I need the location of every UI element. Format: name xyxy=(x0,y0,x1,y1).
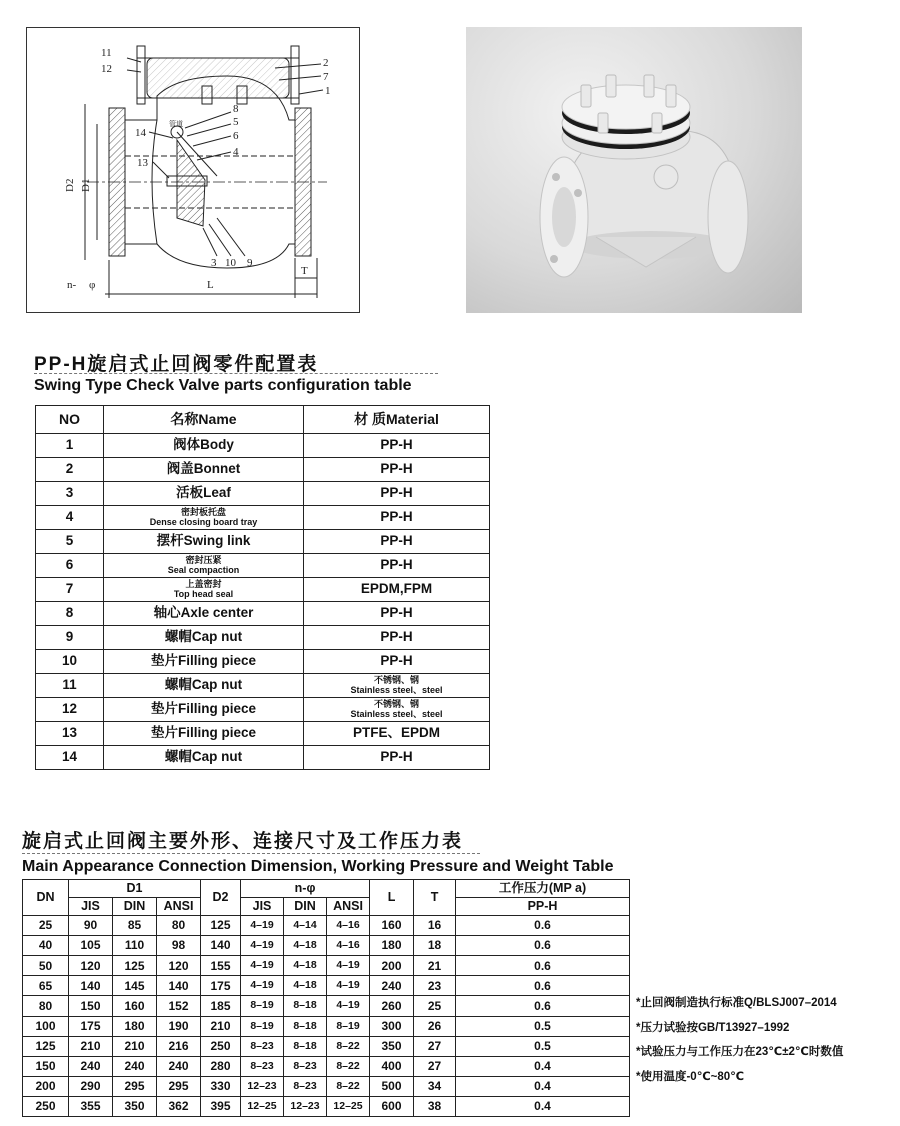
table-row xyxy=(36,698,490,722)
label-l: L xyxy=(207,279,214,291)
cell-d1-din: 295 xyxy=(113,1076,157,1096)
cell-d1-ansi: 98 xyxy=(157,936,201,956)
cell-l: 160 xyxy=(370,916,414,936)
drawing-stamp: 管道 xyxy=(169,120,183,128)
cell-l: 400 xyxy=(370,1056,414,1076)
cell-nphi-din: 4–18 xyxy=(284,976,327,996)
cell-nphi-din: 4–18 xyxy=(284,956,327,976)
table-row xyxy=(36,650,490,674)
row-no: 10 xyxy=(36,650,104,674)
header-dn: DN xyxy=(23,880,69,916)
header-t: T xyxy=(414,880,456,916)
row-no: 7 xyxy=(36,578,104,602)
cell-t: 25 xyxy=(414,996,456,1016)
parts-table-title-cn: PP-H旋启式止回阀零件配置表 xyxy=(34,354,319,375)
callout-14: 14 xyxy=(135,127,146,139)
row-name xyxy=(104,554,304,578)
cell-d1-din: 210 xyxy=(113,1036,157,1056)
cell-nphi-jis: 4–19 xyxy=(241,916,284,936)
cell-l: 240 xyxy=(370,976,414,996)
table-row xyxy=(23,1036,630,1056)
cell-t: 23 xyxy=(414,976,456,996)
cell-d1-din: 350 xyxy=(113,1096,157,1116)
table-row xyxy=(36,722,490,746)
header-d1-jis: JIS xyxy=(69,898,113,916)
row-material xyxy=(304,674,490,698)
cell-d2: 280 xyxy=(201,1056,241,1076)
row-name: 摆杆Swing link xyxy=(104,530,304,554)
cell-nphi-ansi: 8–22 xyxy=(327,1036,370,1056)
cell-nphi-ansi: 4–19 xyxy=(327,996,370,1016)
cell-l: 180 xyxy=(370,936,414,956)
row-name-cn: 密封板托盘 xyxy=(180,507,226,518)
cell-dn: 25 xyxy=(23,916,69,936)
cell-nphi-din: 8–23 xyxy=(284,1076,327,1096)
cell-d1-din: 145 xyxy=(113,976,157,996)
row-material: PP-H xyxy=(304,482,490,506)
table-row xyxy=(36,674,490,698)
cell-d1-din: 160 xyxy=(113,996,157,1016)
technical-drawing xyxy=(26,27,360,313)
cell-d1-din: 125 xyxy=(113,956,157,976)
table-row xyxy=(36,578,490,602)
dims-table-title-cn: 旋启式止回阀主要外形、连接尺寸及工作压力表 xyxy=(22,831,464,852)
cell-d2: 395 xyxy=(201,1096,241,1116)
cell-pph: 0.4 xyxy=(456,1076,630,1096)
table-row xyxy=(23,976,630,996)
row-no: 12 xyxy=(36,698,104,722)
cell-d1-jis: 90 xyxy=(69,916,113,936)
dims-header-row-2 xyxy=(23,898,630,916)
table-row xyxy=(36,506,490,530)
row-material: PP-H xyxy=(304,530,490,554)
cell-t: 26 xyxy=(414,1016,456,1036)
row-material: PTFE、EPDM xyxy=(304,722,490,746)
header-material: 材 质Material xyxy=(304,406,490,434)
cell-dn: 80 xyxy=(23,996,69,1016)
cell-t: 16 xyxy=(414,916,456,936)
cell-pph: 0.5 xyxy=(456,1016,630,1036)
row-no: 5 xyxy=(36,530,104,554)
table-row xyxy=(23,936,630,956)
cell-l: 500 xyxy=(370,1076,414,1096)
cell-d1-ansi: 120 xyxy=(157,956,201,976)
cell-d1-ansi: 140 xyxy=(157,976,201,996)
parts-table-title-en: Swing Type Check Valve parts configuration table xyxy=(34,377,412,394)
table-row xyxy=(23,1096,630,1116)
row-material: PP-H xyxy=(304,458,490,482)
cell-t: 27 xyxy=(414,1036,456,1056)
cell-d1-jis: 175 xyxy=(69,1016,113,1036)
valve-illustration xyxy=(540,75,748,277)
cell-d2: 125 xyxy=(201,916,241,936)
label-d1: D1 xyxy=(80,178,92,192)
callout-8: 8 xyxy=(233,103,239,115)
note-standard: *止回阀制造执行标准Q/BLSJ007–2014 xyxy=(636,997,837,1009)
cell-nphi-ansi: 4–16 xyxy=(327,936,370,956)
cell-d2: 140 xyxy=(201,936,241,956)
callout-5: 5 xyxy=(233,116,239,128)
cell-dn: 40 xyxy=(23,936,69,956)
cell-nphi-jis: 12–23 xyxy=(241,1076,284,1096)
table-row xyxy=(23,1016,630,1036)
cell-pph: 0.4 xyxy=(456,1056,630,1076)
row-no: 9 xyxy=(36,626,104,650)
cell-d1-ansi: 80 xyxy=(157,916,201,936)
row-name: 阀体Body xyxy=(104,434,304,458)
cell-t: 27 xyxy=(414,1056,456,1076)
callout-6: 6 xyxy=(233,130,239,142)
cell-d2: 155 xyxy=(201,956,241,976)
cell-nphi-jis: 8–19 xyxy=(241,996,284,1016)
row-name-cn: 上盖密封 xyxy=(185,579,222,590)
cell-nphi-jis: 4–19 xyxy=(241,976,284,996)
cell-d1-jis: 240 xyxy=(69,1056,113,1076)
cell-d2: 330 xyxy=(201,1076,241,1096)
cell-nphi-ansi: 8–22 xyxy=(327,1076,370,1096)
cell-l: 300 xyxy=(370,1016,414,1036)
cell-d2: 175 xyxy=(201,976,241,996)
cell-dn: 200 xyxy=(23,1076,69,1096)
cell-d1-din: 180 xyxy=(113,1016,157,1036)
cell-nphi-din: 8–18 xyxy=(284,996,327,1016)
cell-nphi-din: 12–23 xyxy=(284,1096,327,1116)
cell-d1-ansi: 362 xyxy=(157,1096,201,1116)
row-material: PP-H xyxy=(304,626,490,650)
row-name-en: Top head seal xyxy=(173,588,234,599)
cell-d1-jis: 105 xyxy=(69,936,113,956)
callout-10: 10 xyxy=(225,257,236,269)
table-row xyxy=(23,916,630,936)
cell-nphi-ansi: 12–25 xyxy=(327,1096,370,1116)
notes xyxy=(636,994,896,1092)
header-d1: D1 xyxy=(69,880,201,898)
row-no: 14 xyxy=(36,746,104,770)
cell-d1-ansi: 295 xyxy=(157,1076,201,1096)
cell-nphi-din: 8–18 xyxy=(284,1016,327,1036)
header-no: NO xyxy=(36,406,104,434)
cell-l: 600 xyxy=(370,1096,414,1116)
row-name-en: Seal compaction xyxy=(167,564,240,575)
cell-nphi-din: 4–14 xyxy=(284,916,327,936)
row-name xyxy=(104,506,304,530)
cell-t: 18 xyxy=(414,936,456,956)
header-nphi-din: DIN xyxy=(284,898,327,916)
cell-nphi-ansi: 4–16 xyxy=(327,916,370,936)
header-d1-din: DIN xyxy=(113,898,157,916)
row-no: 2 xyxy=(36,458,104,482)
cell-dn: 65 xyxy=(23,976,69,996)
row-name xyxy=(104,578,304,602)
cell-nphi-ansi: 4–19 xyxy=(327,956,370,976)
table-row xyxy=(36,482,490,506)
cell-t: 38 xyxy=(414,1096,456,1116)
cell-pph: 0.6 xyxy=(456,976,630,996)
row-name-cn: 密封压紧 xyxy=(185,555,222,566)
header-pressure: 工作压力(MP a) xyxy=(456,880,630,898)
cell-l: 350 xyxy=(370,1036,414,1056)
dims-table-title-en: Main Appearance Connection Dimension, Working Pressure and Weight Table xyxy=(22,858,614,875)
callout-13: 13 xyxy=(137,157,148,169)
cell-d1-jis: 140 xyxy=(69,976,113,996)
cell-pph: 0.6 xyxy=(456,956,630,976)
cell-nphi-din: 4–18 xyxy=(284,936,327,956)
parts-table-header xyxy=(36,406,490,434)
row-no: 3 xyxy=(36,482,104,506)
row-name: 垫片Filling piece xyxy=(104,722,304,746)
dims-table xyxy=(22,879,630,1117)
callout-2: 2 xyxy=(323,57,329,69)
cell-dn: 150 xyxy=(23,1056,69,1076)
cell-nphi-jis: 12–25 xyxy=(241,1096,284,1116)
row-name: 轴心Axle center xyxy=(104,602,304,626)
dims-table-divider xyxy=(22,853,480,854)
note-pressure-test: *压力试验按GB/T13927–1992 xyxy=(636,1021,790,1034)
cell-d1-jis: 290 xyxy=(69,1076,113,1096)
dims-header-row-1 xyxy=(23,880,630,898)
cell-d1-jis: 210 xyxy=(69,1036,113,1056)
note-test-condition: *试验压力与工作压力在23℃±2℃时数值 xyxy=(636,1046,844,1058)
row-material: PP-H xyxy=(304,602,490,626)
cell-pph: 0.6 xyxy=(456,996,630,1016)
row-name: 螺帽Cap nut xyxy=(104,746,304,770)
note-temperature: *使用温度-0℃~80℃ xyxy=(636,1070,745,1083)
cell-nphi-jis: 8–23 xyxy=(241,1056,284,1076)
row-name-en: Dense closing board tray xyxy=(149,516,258,527)
row-no: 8 xyxy=(36,602,104,626)
table-row xyxy=(36,554,490,578)
callout-7: 7 xyxy=(323,71,329,83)
row-name: 活板Leaf xyxy=(104,482,304,506)
table-row xyxy=(36,434,490,458)
header-d2: D2 xyxy=(201,880,241,916)
cell-d1-ansi: 152 xyxy=(157,996,201,1016)
row-no: 13 xyxy=(36,722,104,746)
row-no: 4 xyxy=(36,506,104,530)
row-material: PP-H xyxy=(304,746,490,770)
callout-11: 11 xyxy=(101,47,112,59)
cell-t: 21 xyxy=(414,956,456,976)
table-row xyxy=(36,602,490,626)
table-row xyxy=(36,626,490,650)
callout-12: 12 xyxy=(101,63,112,75)
cell-nphi-jis: 8–19 xyxy=(241,1016,284,1036)
header-name: 名称Name xyxy=(104,406,304,434)
parts-table-divider xyxy=(34,373,438,374)
cell-pph: 0.4 xyxy=(456,1096,630,1116)
cell-dn: 125 xyxy=(23,1036,69,1056)
cell-pph: 0.6 xyxy=(456,916,630,936)
row-material-en: Stainless steel、steel xyxy=(350,708,443,719)
cell-nphi-din: 8–18 xyxy=(284,1036,327,1056)
cell-d1-din: 110 xyxy=(113,936,157,956)
cell-d1-din: 240 xyxy=(113,1056,157,1076)
cell-d2: 250 xyxy=(201,1036,241,1056)
cell-d1-jis: 355 xyxy=(69,1096,113,1116)
row-no: 6 xyxy=(36,554,104,578)
table-row xyxy=(23,1056,630,1076)
cell-d1-jis: 150 xyxy=(69,996,113,1016)
row-name: 螺帽Cap nut xyxy=(104,674,304,698)
cell-dn: 250 xyxy=(23,1096,69,1116)
row-name: 阀盖Bonnet xyxy=(104,458,304,482)
row-material: PP-H xyxy=(304,650,490,674)
cell-pph: 0.6 xyxy=(456,936,630,956)
header-n-phi: n-φ xyxy=(241,880,370,898)
cell-pph: 0.5 xyxy=(456,1036,630,1056)
header-pph: PP-H xyxy=(456,898,630,916)
table-row xyxy=(23,956,630,976)
table-row xyxy=(23,1076,630,1096)
row-material-en: Stainless steel、steel xyxy=(350,684,443,695)
cell-d2: 185 xyxy=(201,996,241,1016)
cell-nphi-jis: 4–19 xyxy=(241,956,284,976)
cell-nphi-ansi: 4–19 xyxy=(327,976,370,996)
row-material xyxy=(304,698,490,722)
row-name: 螺帽Cap nut xyxy=(104,626,304,650)
table-row xyxy=(23,996,630,1016)
cell-l: 260 xyxy=(370,996,414,1016)
cell-t: 34 xyxy=(414,1076,456,1096)
label-t: T xyxy=(301,265,308,277)
header-l: L xyxy=(370,880,414,916)
cell-d1-ansi: 240 xyxy=(157,1056,201,1076)
row-material: PP-H xyxy=(304,554,490,578)
table-row xyxy=(36,746,490,770)
row-material-cn: 不锈钢、钢 xyxy=(373,699,419,710)
callout-3: 3 xyxy=(211,257,217,269)
table-row xyxy=(36,458,490,482)
cell-d1-ansi: 190 xyxy=(157,1016,201,1036)
product-photo xyxy=(466,27,802,313)
row-material: PP-H xyxy=(304,506,490,530)
row-material: EPDM,FPM xyxy=(304,578,490,602)
parts-table xyxy=(35,405,490,770)
row-no: 11 xyxy=(36,674,104,698)
row-material: PP-H xyxy=(304,434,490,458)
cell-l: 200 xyxy=(370,956,414,976)
row-name: 垫片Filling piece xyxy=(104,650,304,674)
cell-d1-din: 85 xyxy=(113,916,157,936)
cell-d1-ansi: 216 xyxy=(157,1036,201,1056)
header-nphi-jis: JIS xyxy=(241,898,284,916)
cell-d1-jis: 120 xyxy=(69,956,113,976)
callout-4: 4 xyxy=(233,146,239,158)
header-d1-ansi: ANSI xyxy=(157,898,201,916)
cell-nphi-ansi: 8–19 xyxy=(327,1016,370,1036)
header-nphi-ansi: ANSI xyxy=(327,898,370,916)
callout-9: 9 xyxy=(247,257,253,269)
table-row xyxy=(36,530,490,554)
cell-nphi-jis: 4–19 xyxy=(241,936,284,956)
label-n: n- xyxy=(67,279,77,291)
dims-table-body xyxy=(23,916,630,1117)
cell-dn: 100 xyxy=(23,1016,69,1036)
cell-nphi-din: 8–23 xyxy=(284,1056,327,1076)
cell-nphi-jis: 8–23 xyxy=(241,1036,284,1056)
cell-d2: 210 xyxy=(201,1016,241,1036)
row-name: 垫片Filling piece xyxy=(104,698,304,722)
cell-nphi-ansi: 8–22 xyxy=(327,1056,370,1076)
row-no: 1 xyxy=(36,434,104,458)
row-material-cn: 不锈钢、钢 xyxy=(373,675,419,686)
label-d2: D2 xyxy=(64,178,76,192)
callout-1: 1 xyxy=(325,85,331,97)
cell-dn: 50 xyxy=(23,956,69,976)
label-phi: φ xyxy=(89,279,96,291)
